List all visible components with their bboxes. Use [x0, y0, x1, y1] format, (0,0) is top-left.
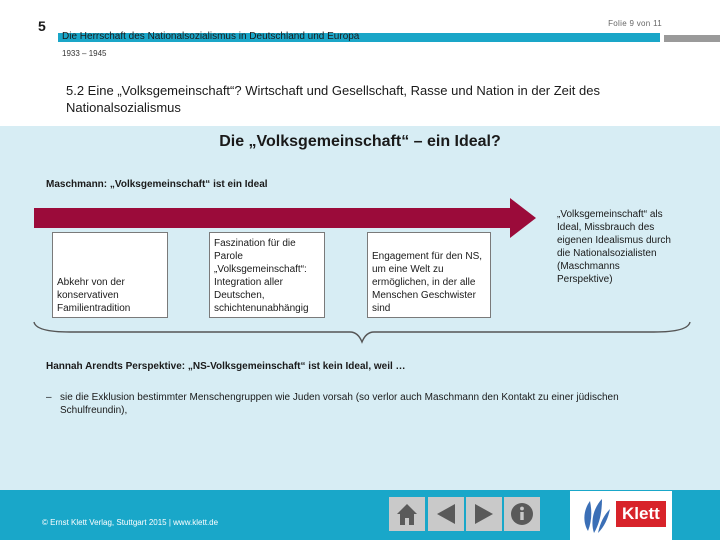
- maschmann-box-fascination-text: Faszination für die Parole „Volksgemeinschaft“: Integration aller Deutschen, schichtenunabhängig: [214, 238, 309, 314]
- slide-counter: Folie 9 von 11: [608, 19, 662, 28]
- arendt-bullet-text: sie die Exklusion bestimmter Menschengruppen wie Juden vorsah (so verlor auch Maschmann den Kontakt zu einer jüdischen Schulfreundin),: [60, 392, 619, 416]
- previous-button[interactable]: [428, 497, 464, 531]
- maschmann-box-engagement: [367, 232, 491, 318]
- home-button[interactable]: [389, 497, 425, 531]
- header-years: 1933 – 1945: [62, 49, 107, 58]
- header-grey-bar: [664, 35, 720, 42]
- next-button[interactable]: [466, 497, 502, 531]
- summary-brace: [30, 318, 694, 348]
- maschmann-ideal-text: „Volksgemeinschaft“ als Ideal, Missbrauch des eigenen Idealismus durch die Nationalsozialisten (Maschmanns Perspektive): [557, 209, 671, 285]
- arendt-label: Hannah Arendts Perspektive: „NS-Volksgemeinschaft“ ist kein Ideal, weil …: [46, 361, 406, 372]
- next-icon: [466, 497, 502, 531]
- bullet-dash: –: [46, 392, 52, 403]
- footer-copyright[interactable]: © Ernst Klett Verlag, Stuttgart 2015 | www.klett.de: [42, 518, 219, 527]
- info-button[interactable]: [504, 497, 540, 531]
- home-icon: [389, 497, 425, 531]
- klett-logo-text: Klett: [616, 501, 666, 527]
- maschmann-box-family-text: Abkehr von der konservativen Familientradition: [57, 277, 131, 314]
- maschmann-label: Maschmann: „Volksgemeinschaft“ ist ein Ideal: [46, 179, 268, 190]
- brace-path: [34, 322, 690, 342]
- maschmann-box-fascination: [209, 232, 325, 318]
- maschmann-box-family: [52, 232, 168, 318]
- section-heading: 5.2 Eine „Volksgemeinschaft“? Wirtschaft und Gesellschaft, Rasse und Nation in der Zeit des Nationalsozialismus: [66, 83, 600, 115]
- header-title: Die Herrschaft des Nationalsozialismus in Deutschland und Europa: [62, 31, 360, 42]
- klett-clover-icon: [574, 491, 614, 540]
- maschmann-box-engagement-text: Engagement für den NS, um eine Welt zu ermöglichen, in der alle Menschen Geschwister sind: [372, 251, 483, 314]
- chapter-number: 5: [38, 18, 46, 34]
- slide-title: Die „Volksgemeinschaft“ – ein Ideal?: [219, 133, 501, 150]
- klett-logo[interactable]: [570, 491, 672, 540]
- previous-icon: [428, 497, 464, 531]
- info-icon: [504, 497, 540, 531]
